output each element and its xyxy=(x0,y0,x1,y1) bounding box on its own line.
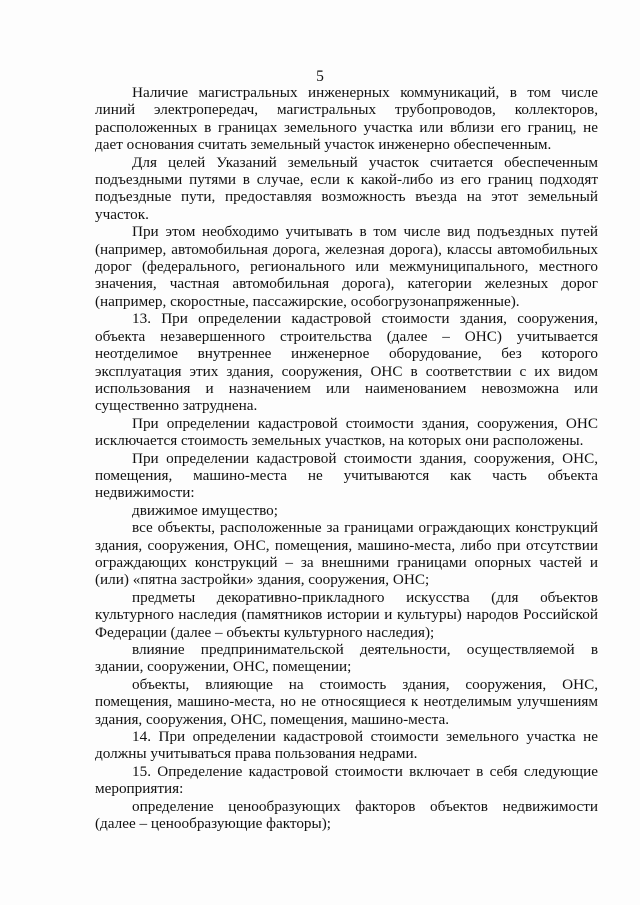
list-item-movable-property: движимое имущество; xyxy=(132,501,278,519)
paragraph-access-roads: Для целей Указаний земельный участок считается обеспеченным подъездными путями в случае, если к какой-либо из его границ подходят подъездные пути, предоставляя возможность въезда на этот земельный участок. xyxy=(95,153,598,223)
paragraph-item-13: 13. При определении кадастровой стоимости здания, сооружения, объекта незавершенного строительства (далее – ОНС) учитывается неотделимое внутреннее инженерное оборудование, без которого эксплуатация этих здания, сооружения, ОНС в соответствии с их видом использования и назначением или наименованием невозможна или существенно затруднена. xyxy=(95,310,598,415)
paragraph-item-15: 15. Определение кадастровой стоимости включает в себя следующие мероприятия: xyxy=(95,762,598,798)
paragraph-engineering-communications: Наличие магистральных инженерных коммуникаций, в том числе линий электропередач, магистральных трубопроводов, коллекторов, расположенных в границах земельного участка или вблизи его границ, не дает основания считать земельный участок инженерно обеспеченным. xyxy=(95,84,598,154)
paragraph-road-types: При этом необходимо учитывать в том числе вид подъездных путей (например, автомобильная дорога, железная дорога), классы автомобильных дорог (федерального, регионального или межмуниципального, местного значения, частная автомобильная дорога), категории железных дорог (например, скоростные, пассажирские, особогрузонапряженные). xyxy=(95,223,598,310)
document-body xyxy=(95,84,598,832)
paragraph-not-considered: При определении кадастровой стоимости здания, сооружения, ОНС, помещения, машино-места не учитываются как часть объекта недвижимости: xyxy=(95,449,598,502)
paragraph-land-exclusion: При определении кадастровой стоимости здания, сооружения, ОНС исключается стоимость земельных участков, на которых они расположены. xyxy=(95,414,598,450)
list-item-business-influence: влияние предпринимательской деятельности, осуществляемой в здании, сооружении, ОНС, помещении; xyxy=(95,641,598,676)
list-item-pricing-factors: определение ценообразующих факторов объектов недвижимости (далее – ценообразующие факторы); xyxy=(95,797,598,833)
page-number: 5 xyxy=(316,68,324,85)
list-item-decorative-art: предметы декоративно-прикладного искусства (для объектов культурного наследия (памятников истории и культуры) народов Российской Федерации (далее – объекты культурного наследия); xyxy=(95,588,598,641)
list-item-influencing-objects: объекты, влияющие на стоимость здания, сооружения, ОНС, помещения, машино-места, но не относящиеся к неотделимым улучшениям здания, сооружения, ОНС, помещения, машино-места. xyxy=(95,675,598,728)
paragraph-item-14: 14. При определении кадастровой стоимости земельного участка не должны учитываться права пользования недрами. xyxy=(95,728,598,763)
list-item-objects-outside: все объекты, расположенные за границами ограждающих конструкций здания, сооружения, ОНС, помещения, машино-места, либо при отсутствии ограждающих конструкций – за внешними границами опорных частей и (или) «пятна застройки» здания, сооружения, ОНС; xyxy=(95,519,598,589)
